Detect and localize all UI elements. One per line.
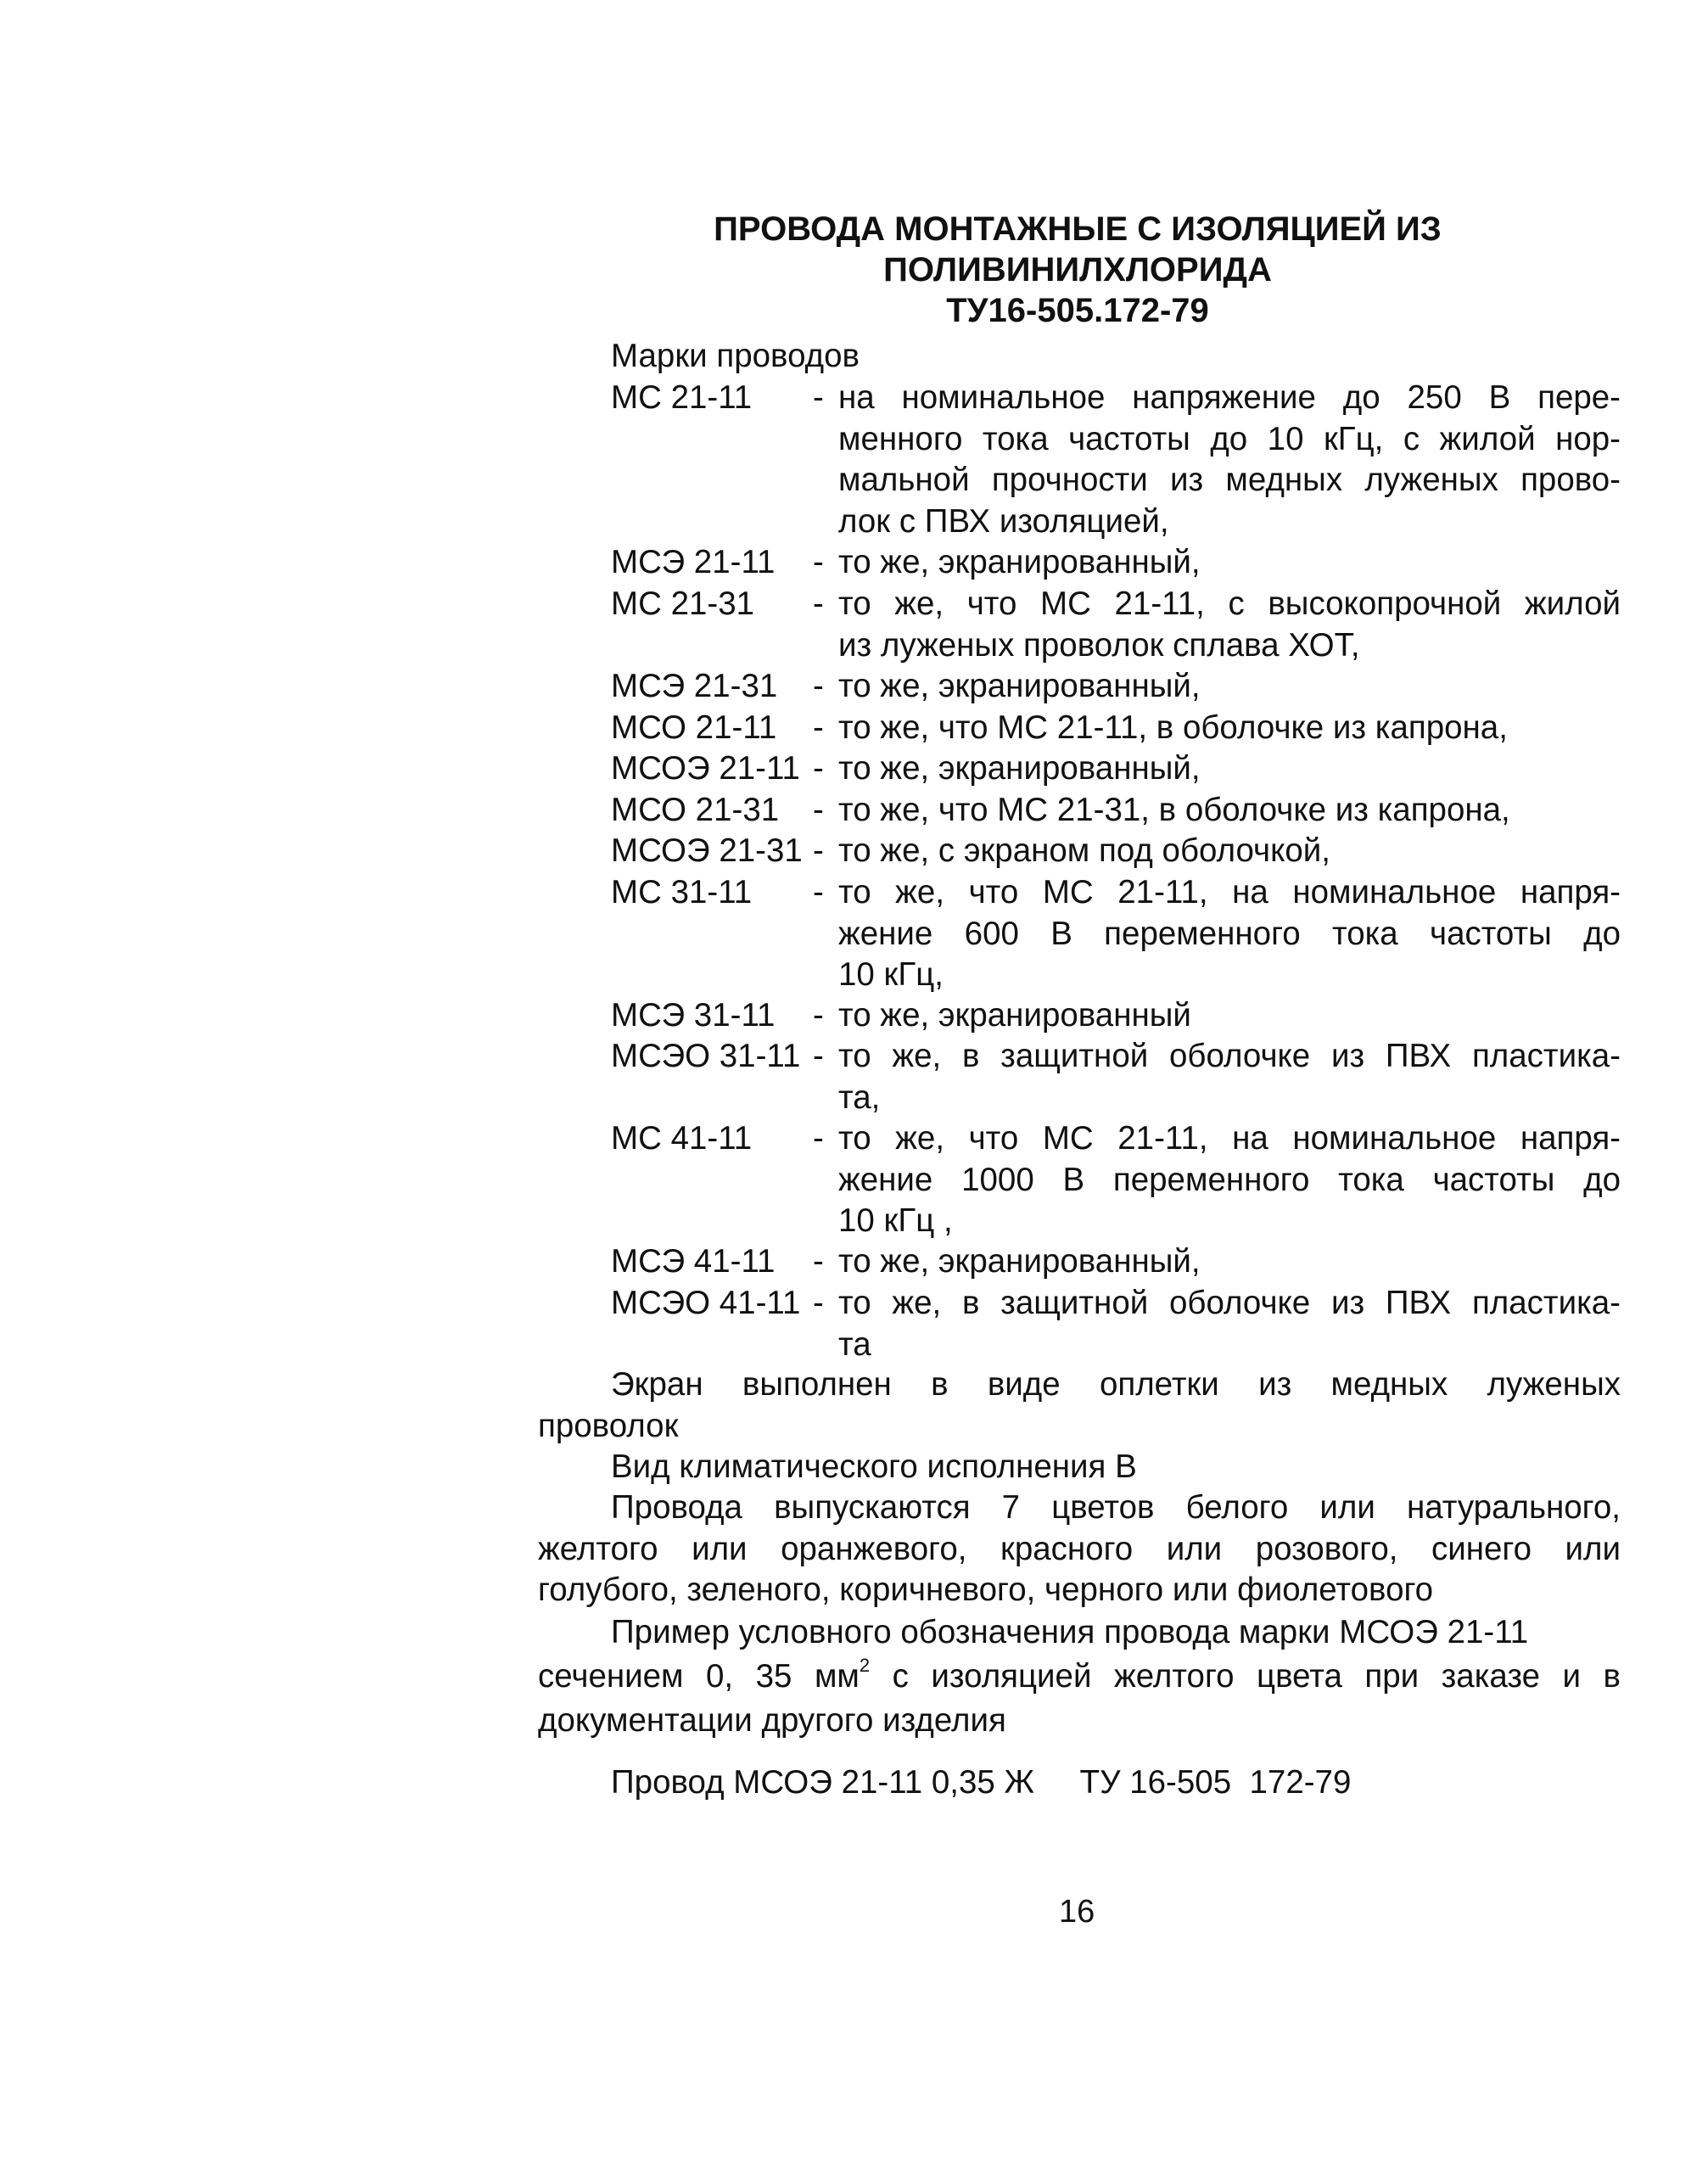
paragraph-line: желтого или оранжевого, красного или розового, синего или [538,1530,1621,1567]
heading-line-2: ПОЛИВИНИЛХЛОРИДА [883,251,1272,289]
brand-dash: - [813,1243,824,1280]
brand-description [838,542,1621,584]
brand-code: МСЭ 21-11 [611,544,776,580]
brand-description-line: мальной прочности из медных луженых прово- [838,462,1621,498]
brands-label: Марки проводов [611,338,860,374]
brand-code: МСОЭ 21-11 [611,750,800,787]
brand-description-line: то же, экранированный, [838,668,1201,704]
brand-description-line: то же, что МС 21-11, в оболочке из капрона, [838,709,1508,746]
brand-code: МСЭ 21-31 [611,668,778,704]
heading-line-1: ПРОВОДА МОНТАЖНЫЕ С ИЗОЛЯЦИЕЙ ИЗ [714,210,1442,248]
brand-description-line: из луженых проволок сплава ХОТ, [838,626,1360,664]
brand-code: МСЭО 41-11 [611,1285,801,1321]
brand-code: МСОЭ 21-31 [611,832,803,869]
brand-dash: - [813,379,824,416]
brand-description-line: 10 кГц, [838,956,944,993]
brand-description [838,1283,1621,1365]
document-heading [543,209,1612,331]
paragraph-line: Пример условного обозначения провода марки МСОЭ 21-11 [611,1614,1529,1650]
brand-description [838,666,1621,708]
brand-description-line: та [838,1325,871,1363]
brand-description [838,584,1621,666]
brand-dash: - [813,1120,824,1157]
brand-description-line: 10 кГц , [838,1202,953,1239]
brand-description-line: жение 1000 В переменного тока частоты до [838,1161,1621,1198]
brand-code: МСЭО 31-11 [611,1038,801,1074]
brand-code: МС 41-11 [611,1120,753,1157]
brand-description-line: то же, в защитной оболочке из ПВХ пластика- [838,1038,1621,1074]
brand-description [838,872,1621,996]
brand-code: МСЭ 31-11 [611,997,776,1034]
paragraph-line [538,1655,1621,1699]
brand-dash: - [813,709,824,746]
brand-description-line: менного тока частоты до 10 кГц, с жилой нор- [838,420,1621,457]
brand-description [838,995,1621,1037]
brand-code: МСО 21-31 [611,792,780,828]
heading-spec-number: ТУ16-505.172-79 [946,292,1209,329]
brand-dash: - [813,792,824,828]
brand-dash: - [813,832,824,869]
colors-paragraph [538,1487,1621,1611]
superscript-2: 2 [859,1655,871,1676]
brand-code: МСЭ 41-11 [611,1243,776,1280]
climate-paragraph [538,1447,1621,1488]
paragraph-line: голубого, зеленого, коричневого, черного или фиолетового [538,1572,1434,1608]
designation-text: Провод МСОЭ 21-11 0,35 Ж ТУ 16-505 172-79 [611,1764,1352,1801]
brand-description-line: то же, в защитной оболочке из ПВХ пластика- [838,1285,1621,1321]
brand-description [838,1036,1621,1118]
brand-description-line: то же, экранированный, [838,544,1201,580]
brand-dash: - [813,585,824,622]
brand-code: МС 21-31 [611,585,755,622]
brand-description-line: лок с ПВХ изоляцией, [838,502,1169,540]
paragraph-line: проволок [538,1407,679,1444]
brand-description-line: жение 600 В переменного тока частоты до [838,915,1621,952]
paragraph-line: Вид климатического исполнения В [611,1448,1137,1485]
paragraph-line: Экран выполнен в виде оплетки из медных луженых [611,1366,1621,1403]
brand-description [838,378,1621,542]
brand-description-line: то же, экранированный, [838,1243,1201,1280]
brand-dash: - [813,1038,824,1074]
paragraph-line: документации другого изделия [538,1702,1006,1739]
brand-description-line: то же, экранированный, [838,750,1201,787]
example-text: с изоляцией желтого цвета при заказе и в [870,1658,1621,1695]
brand-description [838,708,1621,749]
brand-description-line: то же, что МС 21-11, на номинальное напря- [838,1120,1621,1157]
brand-description [838,748,1621,790]
example-paragraph [538,1611,1621,1743]
brand-description-line: то же, что МС 21-31, в оболочке из капрона, [838,792,1510,828]
brand-description-line: то же, что МС 21-11, с высокопрочной жилой [838,585,1621,622]
brand-description-line: на номинальное напряжение до 250 В пере- [838,379,1621,416]
example-text: сечением 0, 35 мм [538,1658,860,1695]
brand-code: МС 21-11 [611,379,753,416]
screen-paragraph [538,1364,1621,1447]
brand-description [838,790,1621,832]
brand-code: МСО 21-11 [611,709,777,746]
brand-dash: - [813,997,824,1034]
brand-description [838,1241,1621,1283]
brand-dash: - [813,874,824,910]
brand-description [838,831,1621,872]
brand-code: МС 31-11 [611,874,753,910]
brand-dash: - [813,668,824,704]
brand-description-line: то же, экранированный [838,997,1191,1034]
brand-dash: - [813,1285,824,1321]
brand-dash: - [813,750,824,787]
designation-line [538,1762,1621,1804]
paragraph-line: Провода выпускаются 7 цветов белого или натурального, [611,1489,1621,1526]
page-number: 16 [1059,1894,1095,1930]
brand-description [838,1118,1621,1242]
brand-description-line: та, [838,1078,881,1116]
brand-dash: - [813,544,824,580]
brand-description-line: то же, что МС 21-11, на номинальное напря- [838,874,1621,910]
brand-description-line: то же, с экраном под оболочкой, [838,832,1330,869]
